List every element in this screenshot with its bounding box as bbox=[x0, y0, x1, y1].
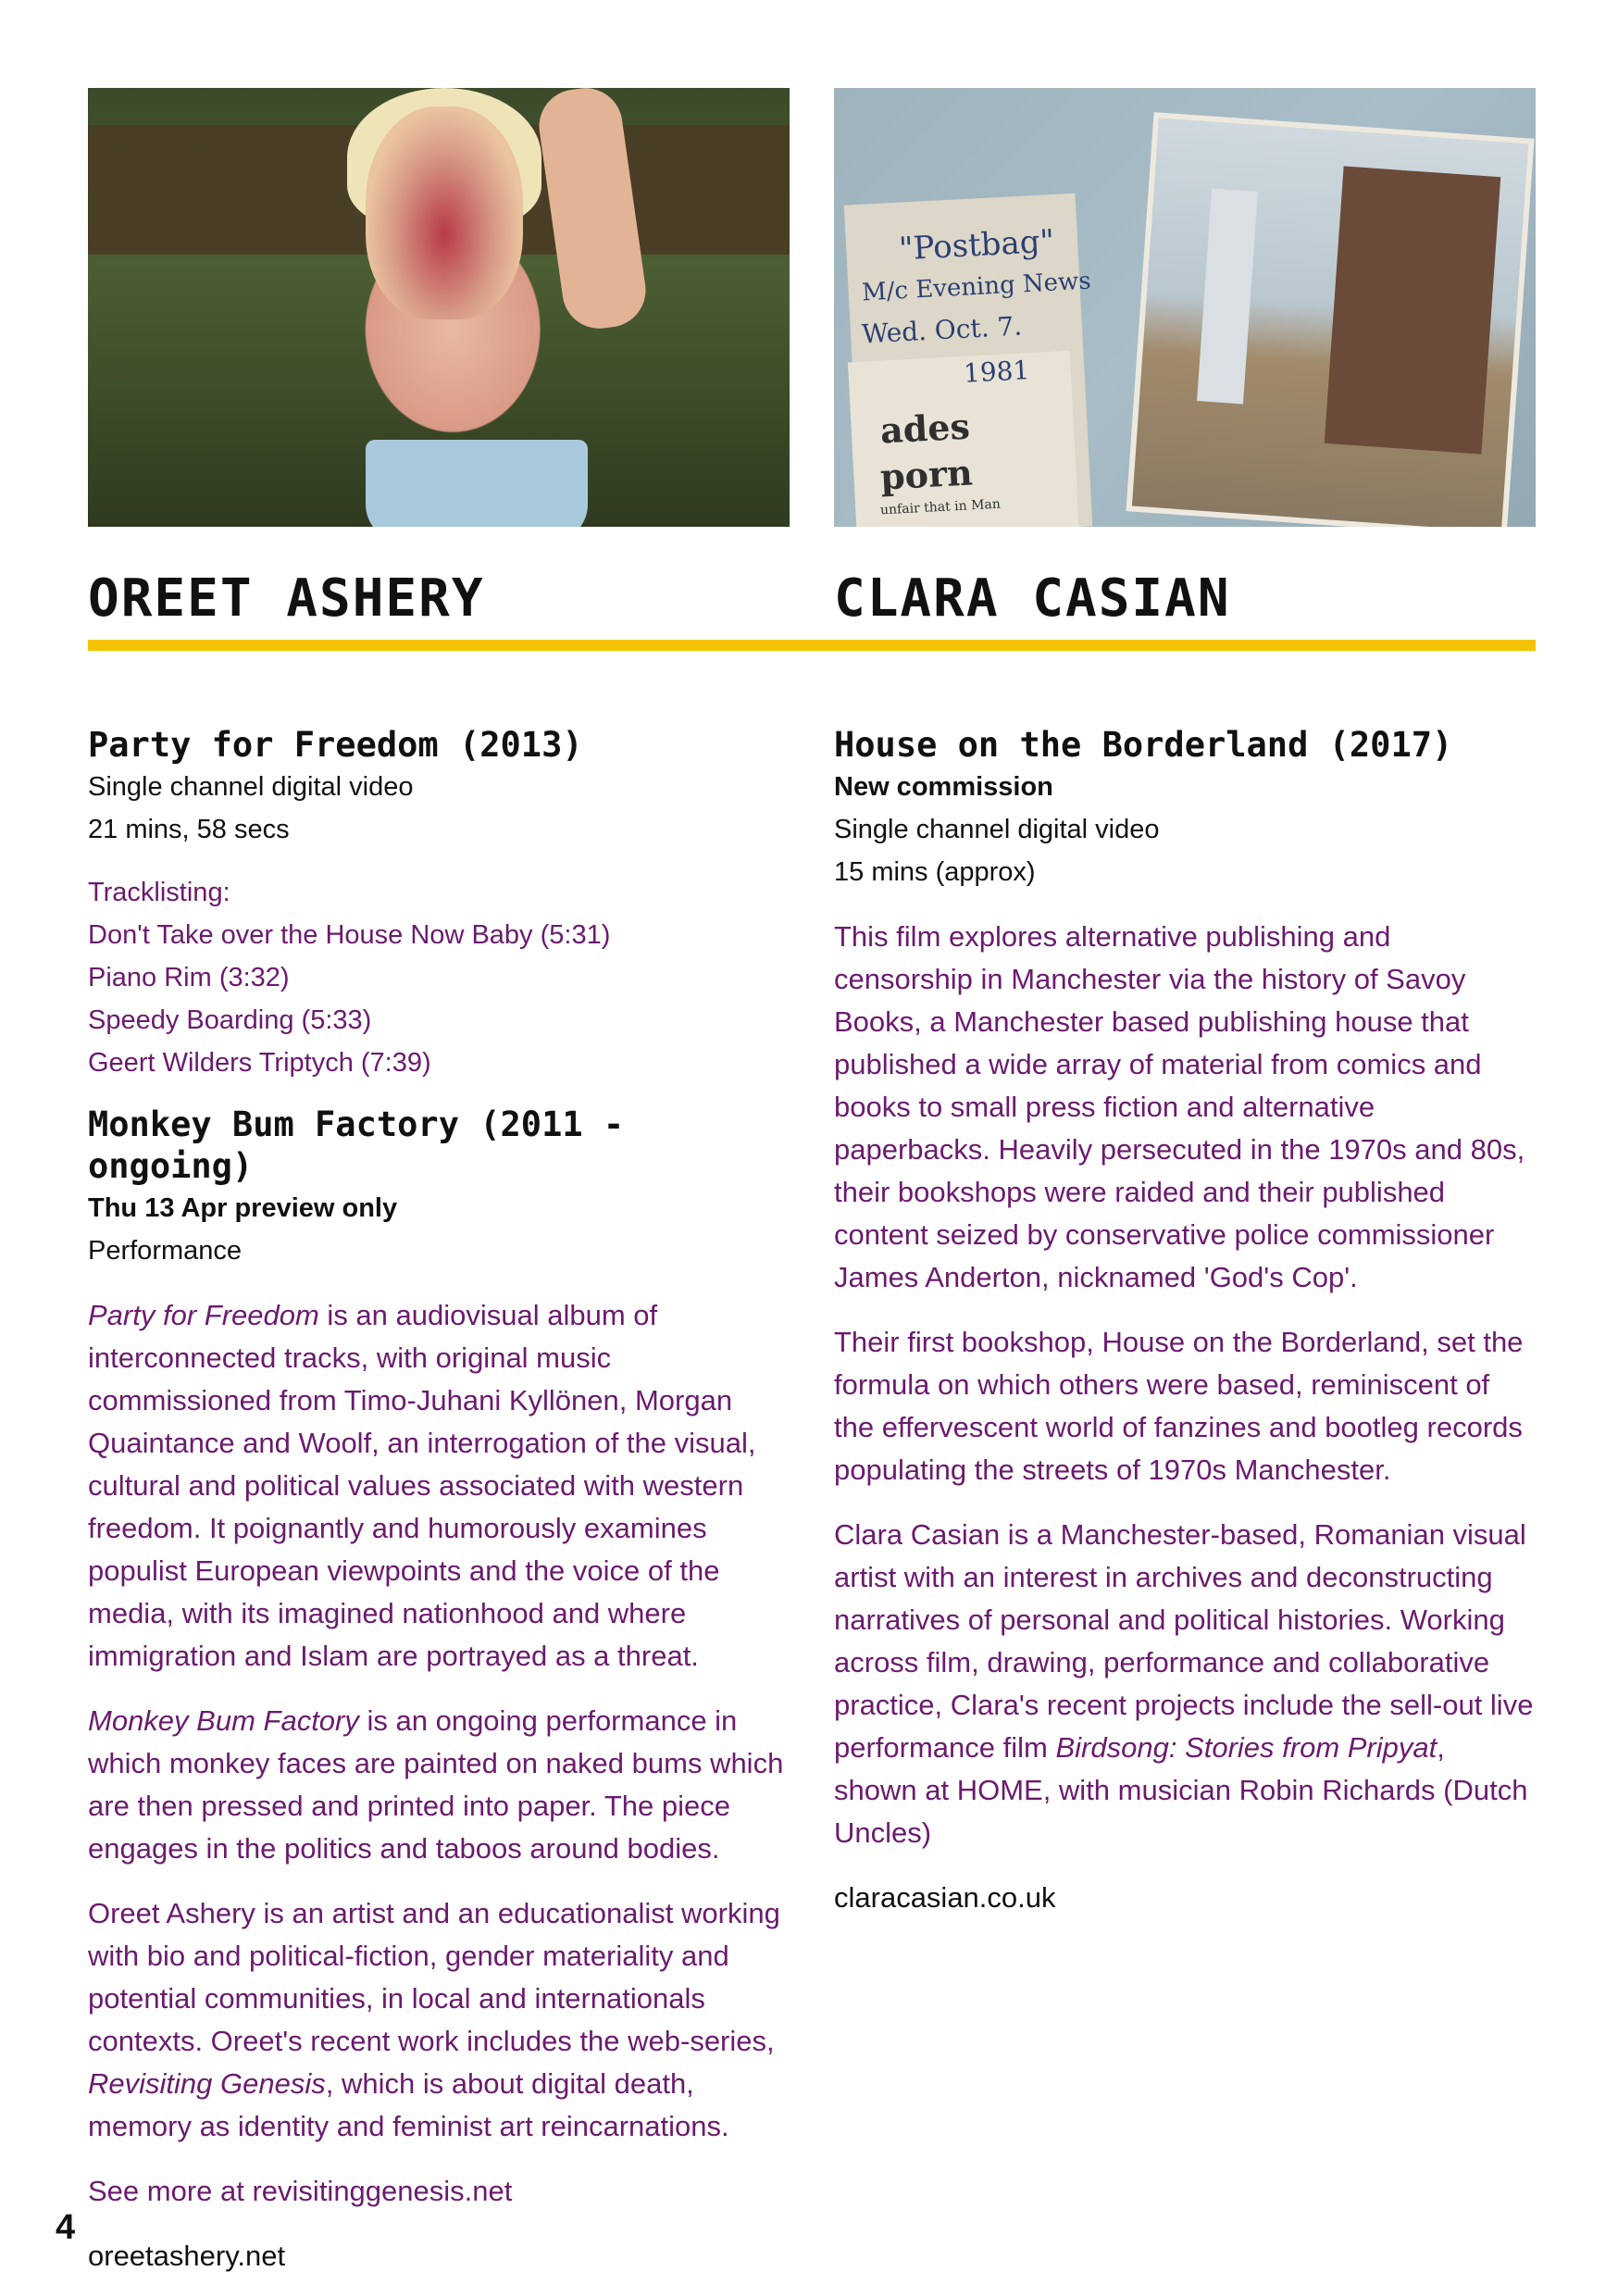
photo-building bbox=[1325, 166, 1501, 454]
oreet-ashery-photo bbox=[88, 88, 790, 527]
work-title: House on the Borderland (2017) bbox=[834, 725, 1453, 765]
photo-face bbox=[366, 106, 523, 319]
work-duration: 21 mins, 58 secs bbox=[88, 815, 290, 845]
artist-name-oreet-ashery: OREET ASHERY bbox=[88, 568, 485, 629]
photo-bowl bbox=[366, 440, 588, 527]
artist-website-link[interactable]: oreetashery.net bbox=[88, 2240, 286, 2273]
work-duration: 15 mins (approx) bbox=[834, 857, 1036, 888]
yellow-divider-rule bbox=[88, 640, 1536, 651]
work-title-italic: Birdsong: Stories from Pripyat bbox=[1055, 1731, 1438, 1765]
track-item: Don't Take over the House Now Baby (5:31) bbox=[88, 920, 611, 951]
biography-paragraph bbox=[88, 1892, 790, 2148]
description-paragraph: Their first bookshop, House on the Borderland, set the formula on which others were based, reminiscent of the effervescent world of fanzines and bootleg records populating the streets of 1970s Manchester. bbox=[834, 1326, 1524, 1487]
artist-website-link[interactable]: claracasian.co.uk bbox=[834, 1881, 1056, 1915]
work-title: Party for Freedom (2013) bbox=[88, 725, 583, 765]
work-monkey-bum-factory bbox=[88, 1104, 790, 1272]
stamp-text: porn bbox=[878, 451, 974, 498]
handwriting: Wed. Oct. 7. bbox=[861, 310, 1023, 350]
work-title-italic: Party for Freedom bbox=[88, 1299, 319, 1332]
paragraph-text: is an audiovisual album of interconnected tracks, with original music commissioned from Timo-Juhani Kyllönen, Morgan Quaintance and Woolf, an interrogation of the visual, cultural and political values associated with western freedom. It poignantly and humorously examines populist European viewpoints and the voice of the media, with its imagined nationhood and where immigration and Islam are portrayed as a threat. bbox=[88, 1299, 756, 1673]
work-commission: New commission bbox=[834, 772, 1053, 803]
clara-casian-photo bbox=[834, 88, 1536, 527]
description-paragraph bbox=[88, 1294, 790, 1678]
work-house-on-the-borderland bbox=[834, 725, 1536, 893]
description-paragraph: This film explores alternative publishing and censorship in Manchester via the history of Savoy Books, a Manchester based publishing house that published a wide array of material from comics and books to small press fiction and alternative paperbacks. Heavily persecuted in the 1970s and 80s, their bookshops were raided and their published content seized by conservative police commissioner James Anderton, nicknamed 'God's Cop'. bbox=[834, 920, 1525, 1294]
work-title-italic: Revisiting Genesis bbox=[88, 2067, 326, 2101]
work-title-italic: Monkey Bum Factory bbox=[88, 1704, 359, 1738]
stamp-text: ades bbox=[878, 405, 971, 452]
work-format: Single channel digital video bbox=[88, 772, 414, 803]
work-date: Thu 13 Apr preview only bbox=[88, 1193, 398, 1224]
track-item: Geert Wilders Triptych (7:39) bbox=[88, 1048, 431, 1079]
right-column bbox=[834, 88, 1536, 1919]
work-format: Single channel digital video bbox=[834, 815, 1160, 845]
paragraph-text: Clara Casian is a Manchester-based, Romanian visual artist with an interest in archives and deconstructing narratives of personal and political histories. Working across film, drawing, performance and collaborative practice, Clara's recent projects include the sell-out live performance film bbox=[834, 1518, 1534, 1765]
handwriting: "Postbag" bbox=[898, 222, 1056, 268]
description-paragraph bbox=[88, 1700, 790, 1870]
work-format: Performance bbox=[88, 1236, 243, 1267]
stamp-text: unfair that in Man bbox=[879, 496, 1002, 518]
paragraph-text: , shown at HOME, with musician Robin Richards (Dutch Uncles) bbox=[834, 1731, 1528, 1850]
track-item: Piano Rim (3:32) bbox=[88, 963, 290, 993]
track-item: Speedy Boarding (5:33) bbox=[88, 1005, 372, 1036]
see-more-text: See more at revisitinggenesis.net bbox=[88, 2175, 513, 2208]
paragraph-text: is an ongoing performance in which monkey faces are painted on naked bums which are then pressed and printed into paper. The piece engages in the politics and taboos around bodies. bbox=[88, 1704, 784, 1866]
paragraph-text: , which is about digital death, memory as identity and feminist art reincarnations. bbox=[88, 2067, 729, 2143]
work-party-for-freedom bbox=[88, 725, 790, 1084]
handwriting: 1981 bbox=[963, 355, 1031, 389]
work-title: Monkey Bum Factory (2011 - ongoing) bbox=[88, 1104, 625, 1186]
tracklisting-label: Tracklisting: bbox=[88, 878, 230, 908]
artist-name-clara-casian: CLARA CASIAN bbox=[834, 568, 1231, 629]
biography-paragraph bbox=[834, 1514, 1536, 1854]
paragraph-text: Oreet Ashery is an artist and an educationalist working with bio and political-fiction, gender materiality and potential communities, in local and internationals contexts. Oreet's recent work includes the web-series, bbox=[88, 1897, 780, 2058]
handwriting: M/c Evening News bbox=[861, 267, 1092, 307]
page-number: 4 bbox=[56, 2208, 76, 2247]
left-column bbox=[88, 88, 790, 2277]
